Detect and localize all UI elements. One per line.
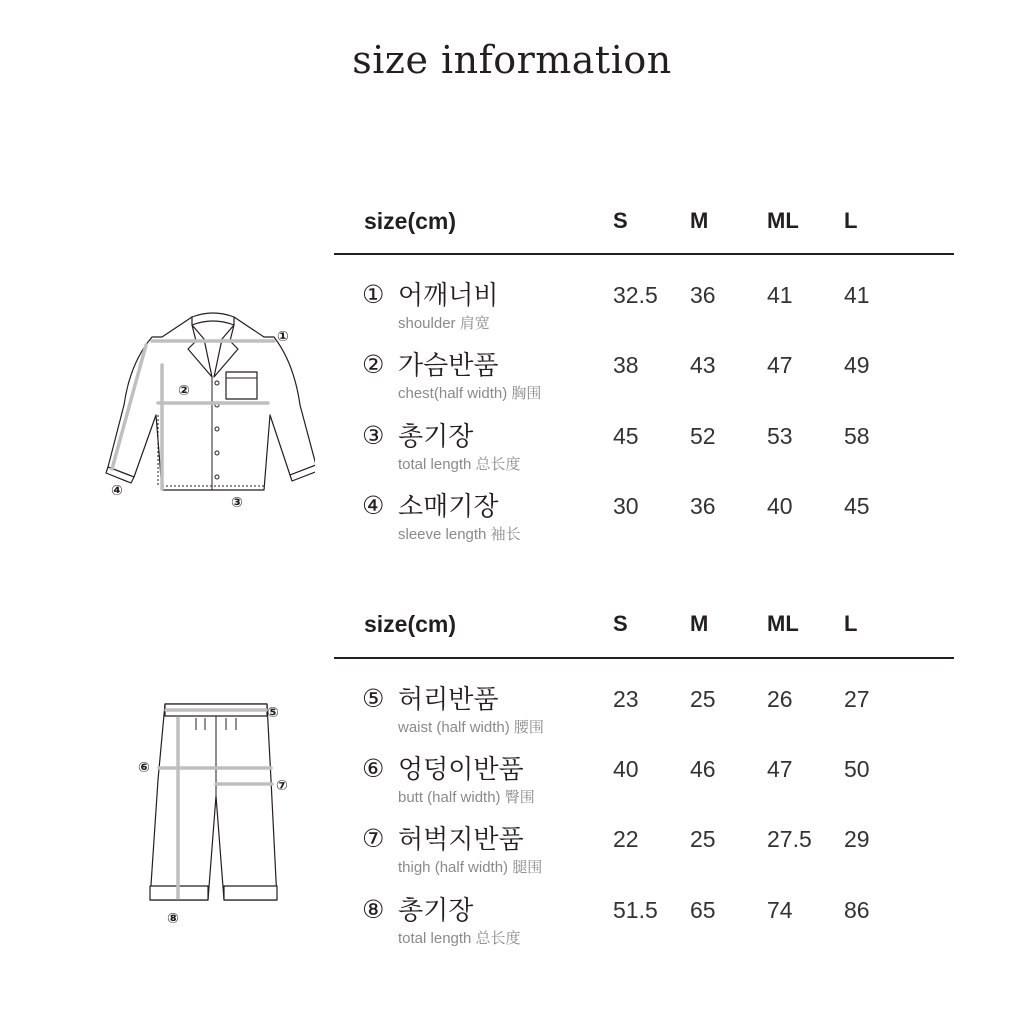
row-sublabel: shoulder 肩宽 — [398, 315, 490, 332]
row-number: ② — [362, 351, 385, 379]
value-s: 23 — [613, 686, 639, 712]
pants-col-s: S — [613, 611, 628, 636]
row-label: 총기장 — [398, 421, 474, 451]
marker-7: ⑦ — [276, 778, 288, 794]
table-row — [334, 824, 954, 886]
value-ml: 27.5 — [767, 826, 812, 852]
value-m: 43 — [690, 352, 716, 378]
row-number: ⑧ — [362, 896, 385, 924]
value-l: 45 — [844, 493, 870, 519]
row-sublabel: thigh (half width) 腿围 — [398, 859, 543, 876]
pants-col-l: L — [844, 611, 858, 636]
value-ml: 40 — [767, 493, 793, 519]
shirt-col-s: S — [613, 208, 628, 233]
value-l: 49 — [844, 352, 870, 378]
value-m: 25 — [690, 826, 716, 852]
marker-3: ③ — [231, 495, 243, 511]
value-ml: 74 — [767, 897, 793, 923]
pants-table-header — [334, 611, 954, 661]
row-label: 엉덩이반품 — [398, 754, 524, 784]
table-row — [334, 350, 954, 412]
marker-6: ⑥ — [138, 760, 150, 776]
value-m: 65 — [690, 897, 716, 923]
table-row — [334, 754, 954, 816]
marker-2: ② — [178, 383, 190, 399]
row-sublabel: chest(half width) 胸围 — [398, 385, 542, 402]
value-l: 41 — [844, 282, 870, 308]
pants-header-label: size(cm) — [364, 611, 457, 637]
shirt-table-header — [334, 208, 954, 258]
value-l: 27 — [844, 686, 870, 712]
value-s: 30 — [613, 493, 639, 519]
shirt-col-ml: ML — [767, 208, 799, 233]
row-sublabel: waist (half width) 腰围 — [398, 719, 544, 736]
value-m: 36 — [690, 493, 716, 519]
row-label: 가슴반품 — [398, 350, 499, 380]
row-number: ⑤ — [362, 685, 385, 713]
value-s: 38 — [613, 352, 639, 378]
row-sublabel: total length 总长度 — [398, 930, 521, 947]
row-label: 소매기장 — [398, 491, 499, 521]
table-row — [334, 684, 954, 746]
row-label: 허벅지반품 — [398, 824, 524, 854]
value-m: 52 — [690, 423, 716, 449]
value-ml: 53 — [767, 423, 793, 449]
value-ml: 41 — [767, 282, 793, 308]
value-s: 51.5 — [613, 897, 658, 923]
value-l: 86 — [844, 897, 870, 923]
value-l: 29 — [844, 826, 870, 852]
value-m: 46 — [690, 756, 716, 782]
page-title: size information — [352, 38, 672, 82]
pants-drawing — [130, 690, 305, 935]
pants-col-ml: ML — [767, 611, 799, 636]
table-row — [334, 895, 954, 957]
row-number: ⑦ — [362, 825, 385, 853]
marker-1: ① — [277, 329, 289, 345]
value-s: 45 — [613, 423, 639, 449]
pants-col-m: M — [690, 611, 709, 636]
marker-8: ⑧ — [167, 911, 179, 927]
row-label: 어깨너비 — [398, 280, 499, 310]
row-number: ⑥ — [362, 755, 385, 783]
row-sublabel: butt (half width) 臀围 — [398, 789, 535, 806]
value-m: 25 — [690, 686, 716, 712]
row-label: 총기장 — [398, 895, 474, 925]
shirt-col-m: M — [690, 208, 709, 233]
table-row — [334, 491, 954, 553]
row-number: ④ — [362, 492, 385, 520]
shirt-drawing — [100, 305, 315, 520]
pants-header-rule — [334, 657, 954, 659]
marker-4: ④ — [111, 483, 123, 499]
value-l: 58 — [844, 423, 870, 449]
shirt-header-rule — [334, 253, 954, 255]
value-m: 36 — [690, 282, 716, 308]
value-l: 50 — [844, 756, 870, 782]
marker-5: ⑤ — [267, 705, 279, 721]
row-sublabel: total length 总长度 — [398, 456, 521, 473]
value-ml: 26 — [767, 686, 793, 712]
value-s: 22 — [613, 826, 639, 852]
shirt-col-l: L — [844, 208, 858, 233]
table-row — [334, 280, 954, 342]
row-number: ① — [362, 281, 385, 309]
table-row — [334, 421, 954, 483]
shirt-header-label: size(cm) — [364, 208, 457, 234]
row-number: ③ — [362, 422, 385, 450]
value-s: 32.5 — [613, 282, 658, 308]
row-label: 허리반품 — [398, 684, 499, 714]
row-sublabel: sleeve length 袖长 — [398, 526, 521, 543]
value-ml: 47 — [767, 352, 793, 378]
value-ml: 47 — [767, 756, 793, 782]
value-s: 40 — [613, 756, 639, 782]
